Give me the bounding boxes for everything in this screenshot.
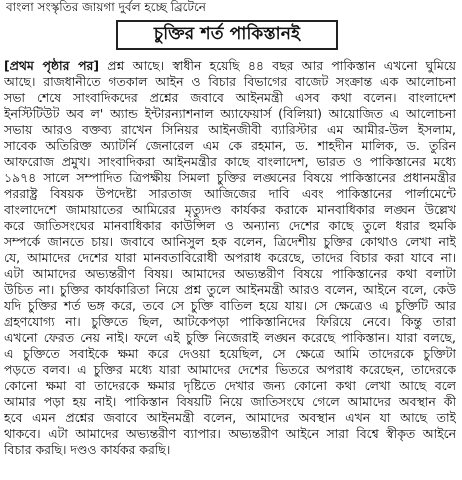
article-line: হবে এমন প্রশ্নের জবাবে আইনমন্ত্রী বলেন, আমাদের অবস্থান এখন যা আছে তাই — [4, 410, 456, 425]
article-line: বিচার করছি। দণ্ডও কার্যকর করছি। — [4, 442, 171, 457]
article-line: আছে। রাজধানীতে গতকাল আইন ও বিচার বিভাগের বাজেট সংক্রান্ত এক আলোচনা — [4, 74, 456, 89]
article-line: এ চুক্তিতে সবাইকে ক্ষমা করে দেওয়া হয়েছিল, সে ক্ষেত্রে আমি তাদেরকে চুক্তিটা — [4, 346, 456, 361]
article-line: সম্পর্কে জানতে চায়। জবাবে আনিসুল হক বলেন, ত্রিদেশীয় চুক্তির কোথাও লেখা নাই — [4, 234, 456, 249]
previous-article-fragment: বাংলা সংস্কৃতির জায়গা দুর্বল হচ্ছে ব্রিটেনে — [6, 0, 206, 14]
article-line: থাকবে। এটা আমাদের অভ্যন্তরীণ ব্যাপার। অভ্যন্তরীণ আইনে সারা বিশ্বে স্বীকৃত আইনে — [4, 426, 456, 441]
article-line: পড়তে বলব। এ চুক্তির মধ্যে যারা আমাদের দেশের ভিতরে অপরাধ করেছেন, তাদেরকে — [4, 362, 456, 377]
article-line: সভা শেষে সাংবাদিকদের প্রশ্নের জবাবে আইনমন্ত্রী এসব কথা বলেন। বাংলাদেশ — [4, 90, 456, 105]
article-line: এটা আমাদের অভ্যন্তরীণ বিষয়। আমাদের অভ্যন্তরীণ বিষয়ে পাকিস্তানের কথা বলাটা — [4, 266, 456, 281]
article-line: সাবেক অতিরিক্ত অ্যাটর্নি জেনারেল এম কে রহমান, ড. শাহদীন মালিক, ড. তুরিন — [4, 138, 456, 153]
headline: চুক্তির শর্ত পাকিস্তানই — [153, 24, 301, 44]
article-line: সভায় আরও বক্তব্য রাখেন সিনিয়র আইনজীবী ব্যারিস্টার এম আমীর-উল ইসলাম, — [4, 122, 456, 137]
article-line: আফরোজ প্রমুখ। সাংবাদিকরা আইনমন্ত্রীর কাছে বাংলাদেশ, ভারত ও পাকিস্তানের মধ্যে — [4, 154, 456, 169]
continuation-lead: [প্রথম পৃষ্ঠার পর] — [4, 58, 99, 73]
article-line-text: প্রশ্ন আছে। স্বাধীন হয়েছি ৪৪ বছর আর পাকিস্তান এখনো ঘুমিয়ে — [98, 58, 456, 73]
article-line: এখনো ফেরত নেয় নাই। ফলে এই চুক্তি নিজেরাই লঙ্ঘন করেছে পাকিস্তান। যারা বলছে, — [4, 330, 456, 345]
article-line: বাংলাদেশে জামায়াতের আমিরের মৃত্যুদণ্ড কার্যকর করাকে মানবাধিকার লঙ্ঘন উল্লেখ — [4, 202, 456, 217]
article-body — [4, 58, 456, 478]
article-line: যদি চুক্তির শর্ত ভঙ্গ করে, তবে সে চুক্তি বাতিল হয়ে যায়। সে ক্ষেত্রেও এ চুক্তিটি আর — [4, 298, 456, 313]
article-line: গ্রহণযোগ্য না। চুক্তিতে ছিল, আটকেপড়া পাকিস্তানিদের ফিরিয়ে নেবে। কিন্তু তারা — [4, 314, 456, 329]
article-line: করে জাতিসংঘের মানবাধিকার কাউন্সিল ও অন্যান্য দেশের কাছে তুলে ধরার হুমকি — [4, 218, 456, 233]
article-line: ১৯৭৪ সালে সম্পাদিত ত্রিপক্ষীয় সিমলা চুক্তির লঙ্ঘনের বিষয়ে পাকিস্তানের প্রধানমন্ত্রীর — [4, 170, 456, 185]
article-line: কোনো ক্ষমা বা তাদেরকে ক্ষমার দৃষ্টিতে দেখার জন্য কোনো কথা লেখা আছে বলে — [4, 378, 456, 393]
article-line: উচিত না। চুক্তির কার্যকারিতা নিয়ে প্রশ্ন তুলে আইনমন্ত্রী আরও বলেন, আইনে বলে, কেউ — [4, 282, 456, 297]
article-line: যে, আমাদের দেশের যারা মানবতাবিরোধী অপরাধ করেছে, তাদের বিচার করা যাবে না। — [4, 250, 456, 265]
article-line: পররাষ্ট্র বিষয়ক উপদেষ্টা সারতাজ আজিজের দাবি এবং পাকিস্তানের পার্লামেন্টে — [4, 186, 456, 201]
article-line: ইনস্টিটিউট অব ল' অ্যান্ড ইন্টারন্যাশনাল অ্যাফেয়ার্স (বিলিয়া) আয়োজিত এ আলোচনা — [4, 106, 456, 121]
headline-box — [116, 20, 338, 50]
article-line — [4, 58, 456, 74]
article-line: আমার পড়া হয় নাই। পাকিস্তান বিষয়টি নিয়ে জাতিসংঘে গেলে আমাদের অবস্থান কী — [4, 394, 456, 409]
